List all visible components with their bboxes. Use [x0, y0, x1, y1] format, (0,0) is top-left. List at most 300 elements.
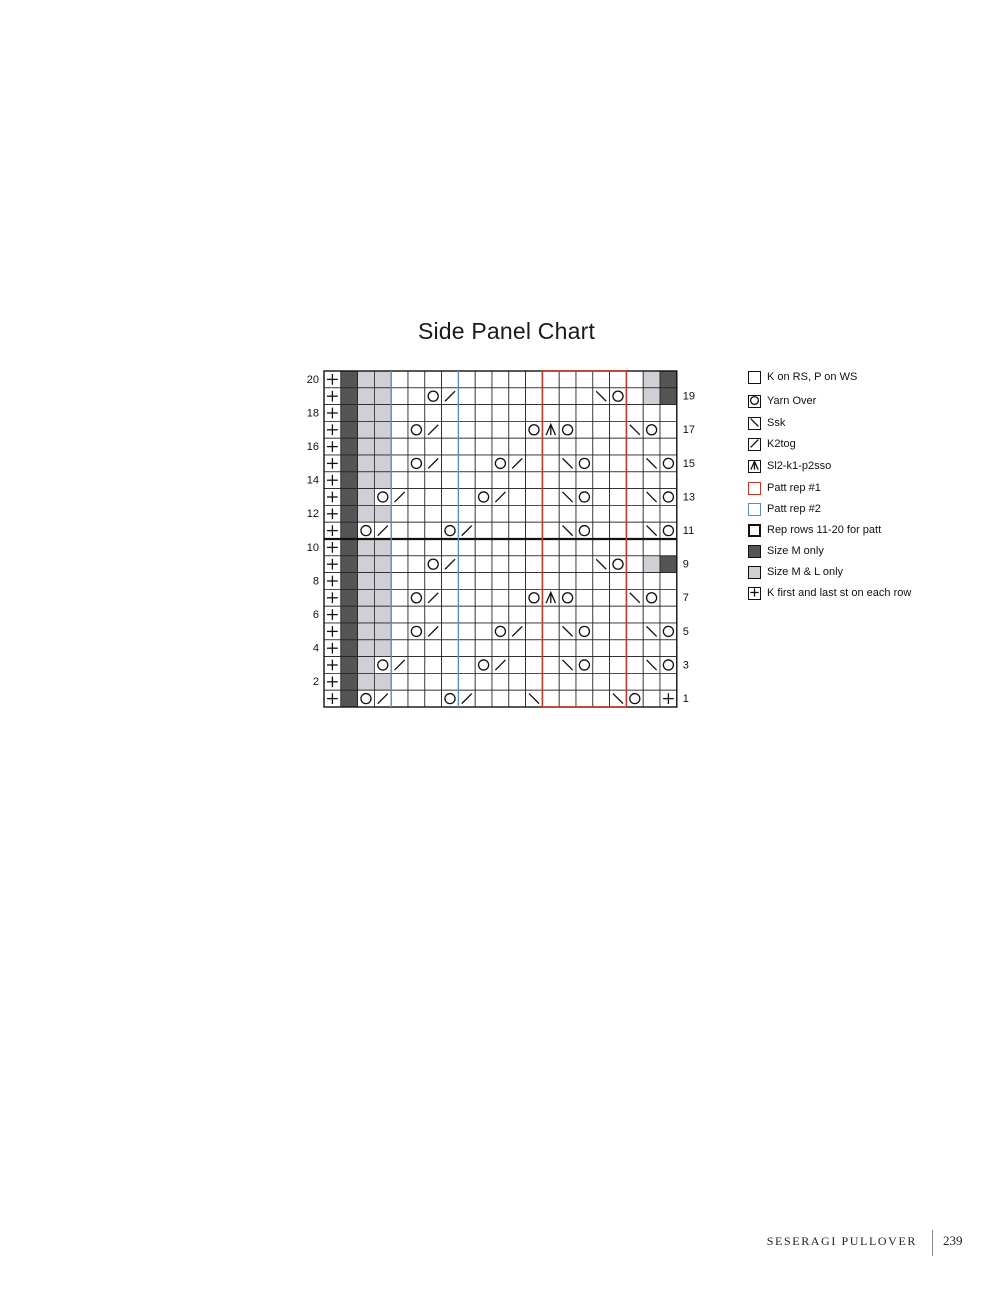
legend-item — [748, 522, 881, 538]
size-ml-cell — [374, 640, 391, 657]
chart-cell — [475, 589, 492, 606]
chart-cell — [542, 640, 559, 657]
size-m-cell — [341, 421, 358, 438]
chart-cell — [660, 522, 677, 539]
chart-cell — [526, 606, 543, 623]
row-number-right: 1 — [682, 692, 689, 705]
size-ml-cell — [358, 421, 375, 438]
legend-item — [748, 501, 821, 517]
chart-cell — [576, 623, 593, 640]
chart-cell — [542, 623, 559, 640]
chart-cell — [442, 606, 459, 623]
chart-cell — [509, 522, 526, 539]
chart-cell — [626, 505, 643, 522]
legend-label: Size M & L only — [767, 566, 844, 578]
legend-item — [748, 415, 785, 431]
rep-rows-icon — [748, 524, 761, 537]
chart-cell — [610, 455, 627, 472]
chart-cell — [542, 405, 559, 422]
chart-cell — [526, 371, 543, 388]
chart-cell — [576, 388, 593, 405]
chart-cell — [576, 606, 593, 623]
chart-cell — [559, 589, 576, 606]
chart-cell — [542, 606, 559, 623]
chart-cell — [610, 421, 627, 438]
row-number-right: 19 — [682, 390, 696, 403]
chart-cell — [626, 673, 643, 690]
size-ml-cell — [374, 405, 391, 422]
size-m-cell — [341, 673, 358, 690]
size-m-cell — [341, 589, 358, 606]
chart-cell — [559, 690, 576, 707]
chart-cell — [593, 589, 610, 606]
chart-cell — [425, 556, 442, 573]
chart-cell — [492, 640, 509, 657]
chart-cell — [576, 505, 593, 522]
chart-cell — [610, 640, 627, 657]
chart-cell — [442, 589, 459, 606]
size-ml-cell — [374, 539, 391, 556]
chart-cell — [442, 489, 459, 506]
chart-cell — [408, 573, 425, 590]
chart-cell — [643, 472, 660, 489]
chart-cell — [391, 640, 408, 657]
chart-cell — [458, 556, 475, 573]
chart-cell — [610, 606, 627, 623]
size-ml-cell — [358, 405, 375, 422]
chart-cell — [542, 673, 559, 690]
chart-cell — [374, 657, 391, 674]
chart-cell — [542, 472, 559, 489]
chart-cell — [509, 673, 526, 690]
chart-cell — [425, 690, 442, 707]
knit-blank-icon — [748, 371, 761, 384]
chart-cell — [526, 657, 543, 674]
chart-cell — [391, 690, 408, 707]
chart-cell — [442, 421, 459, 438]
chart-cell — [576, 640, 593, 657]
chart-cell — [526, 505, 543, 522]
size-ml-cell — [643, 556, 660, 573]
chart-cell — [526, 421, 543, 438]
chart-cell — [374, 489, 391, 506]
size-m-cell — [660, 371, 677, 388]
chart-cell — [576, 657, 593, 674]
row-number-right: 15 — [682, 457, 696, 470]
chart-cell — [408, 438, 425, 455]
size-ml-cell — [374, 505, 391, 522]
size-m-icon — [748, 545, 761, 558]
chart-cell — [458, 573, 475, 590]
legend-item — [748, 369, 857, 385]
chart-cell — [626, 573, 643, 590]
chart-cell — [542, 371, 559, 388]
chart-cell — [542, 657, 559, 674]
chart-cell — [610, 589, 627, 606]
chart-cell — [358, 522, 375, 539]
legend-label: Rep rows 11-20 for patt — [767, 524, 882, 536]
row-number-left: 10 — [306, 541, 319, 554]
size-m-cell — [341, 640, 358, 657]
chart-cell — [660, 421, 677, 438]
chart-cell — [509, 606, 526, 623]
chart-cell — [526, 455, 543, 472]
row-number-right: 7 — [682, 592, 689, 605]
chart-cell — [442, 438, 459, 455]
chart-cell — [559, 640, 576, 657]
chart-cell — [458, 388, 475, 405]
chart-cell — [408, 505, 425, 522]
chart-cell — [425, 438, 442, 455]
size-m-cell — [341, 472, 358, 489]
chart-cell — [542, 539, 559, 556]
chart-cell — [542, 438, 559, 455]
chart-cell — [559, 421, 576, 438]
footer-page-number: 239 — [943, 1233, 963, 1248]
chart-cell — [542, 690, 559, 707]
chart-cell — [660, 539, 677, 556]
chart-title: Side Panel Chart — [417, 318, 596, 344]
chart-cell — [509, 690, 526, 707]
chart-cell — [408, 640, 425, 657]
chart-cell — [626, 556, 643, 573]
legend-item — [748, 564, 843, 580]
chart-cell — [391, 438, 408, 455]
legend-item — [748, 458, 831, 474]
chart-cell — [458, 623, 475, 640]
chart-cell — [542, 489, 559, 506]
size-ml-cell — [358, 388, 375, 405]
size-ml-cell — [358, 489, 375, 506]
chart-cell — [442, 371, 459, 388]
size-ml-cell — [374, 606, 391, 623]
chart-cell — [593, 421, 610, 438]
chart-cell — [509, 505, 526, 522]
chart-cell — [475, 489, 492, 506]
row-number-left: 18 — [306, 407, 319, 420]
chart-cell — [610, 539, 627, 556]
chart-cell — [442, 640, 459, 657]
chart-cell — [660, 589, 677, 606]
legend-label: Sl2-k1-p2sso — [767, 460, 832, 472]
chart-cell — [660, 673, 677, 690]
chart-cell — [475, 690, 492, 707]
chart-cell — [610, 522, 627, 539]
chart-cell — [610, 573, 627, 590]
chart-cell — [442, 405, 459, 422]
size-ml-cell — [374, 371, 391, 388]
chart-cell — [593, 690, 610, 707]
yarn-over-symbol — [750, 397, 758, 405]
legend-label: K first and last st on each row — [767, 587, 912, 599]
chart-cell — [475, 421, 492, 438]
size-ml-cell — [643, 371, 660, 388]
chart-cell — [492, 505, 509, 522]
chart-cell — [425, 505, 442, 522]
chart-cell — [576, 556, 593, 573]
patt-rep-1-icon — [748, 482, 761, 495]
legend-label: Yarn Over — [767, 395, 817, 407]
chart-cell — [475, 388, 492, 405]
chart-cell — [492, 455, 509, 472]
chart-cell — [358, 690, 375, 707]
chart-cell — [475, 371, 492, 388]
chart-cell — [643, 539, 660, 556]
size-ml-cell — [358, 505, 375, 522]
chart-cell — [576, 421, 593, 438]
chart-cell — [576, 673, 593, 690]
chart-cell — [610, 438, 627, 455]
chart-cell — [643, 690, 660, 707]
chart-cell — [391, 539, 408, 556]
chart-cell — [475, 623, 492, 640]
chart-cell — [408, 472, 425, 489]
chart-cell — [458, 673, 475, 690]
chart-cell — [576, 573, 593, 590]
chart-cell — [660, 505, 677, 522]
chart-cell — [593, 455, 610, 472]
row-number-right: 3 — [682, 659, 689, 672]
chart-cell — [626, 405, 643, 422]
chart-cell — [492, 606, 509, 623]
chart-cell — [593, 539, 610, 556]
chart-cell — [391, 455, 408, 472]
size-m-cell — [341, 539, 358, 556]
chart-cell — [492, 690, 509, 707]
chart-cell — [626, 455, 643, 472]
chart-cell — [492, 573, 509, 590]
chart-cell — [576, 405, 593, 422]
chart-cell — [643, 573, 660, 590]
chart-cell — [425, 539, 442, 556]
chart-cell — [559, 673, 576, 690]
chart-cell — [593, 405, 610, 422]
size-ml-cell — [374, 573, 391, 590]
chart-cell — [458, 405, 475, 422]
chart-cell — [643, 405, 660, 422]
chart-cell — [509, 388, 526, 405]
chart-cell — [542, 455, 559, 472]
chart-cell — [391, 556, 408, 573]
chart-cell — [660, 657, 677, 674]
chart-cell — [576, 589, 593, 606]
chart-cell — [509, 472, 526, 489]
chart-cell — [425, 657, 442, 674]
chart-cell — [559, 371, 576, 388]
chart-cell — [509, 589, 526, 606]
size-ml-cell — [358, 589, 375, 606]
chart-cell — [475, 472, 492, 489]
footer-book-title: SESERAGI PULLOVER — [766, 1234, 917, 1248]
chart-cell — [643, 438, 660, 455]
chart-cell — [425, 472, 442, 489]
size-ml-cell — [358, 438, 375, 455]
chart-cell — [559, 505, 576, 522]
chart-cell — [492, 556, 509, 573]
chart-cell — [593, 489, 610, 506]
chart-cell — [475, 505, 492, 522]
chart-cell — [391, 573, 408, 590]
chart-cell — [458, 438, 475, 455]
chart-cell — [660, 405, 677, 422]
chart-cell — [576, 455, 593, 472]
chart-cell — [576, 690, 593, 707]
size-ml-cell — [374, 623, 391, 640]
legend-label: K2tog — [767, 438, 796, 450]
yarn-over-icon — [748, 395, 761, 408]
chart-cell — [660, 438, 677, 455]
chart-cell — [458, 657, 475, 674]
chart-cell — [475, 455, 492, 472]
chart-cell — [626, 371, 643, 388]
size-ml-cell — [358, 673, 375, 690]
chart-cell — [475, 405, 492, 422]
chart-cell — [492, 388, 509, 405]
chart-cell — [526, 388, 543, 405]
chart-cell — [626, 489, 643, 506]
row-number-right: 13 — [682, 491, 696, 504]
chart-cell — [492, 405, 509, 422]
chart-cell — [475, 556, 492, 573]
chart-cell — [593, 573, 610, 590]
patt-rep-2-icon — [748, 503, 761, 516]
knitting-chart-grid — [300, 365, 720, 725]
chart-cell — [576, 371, 593, 388]
chart-cell — [391, 472, 408, 489]
chart-cell — [610, 556, 627, 573]
chart-cell — [593, 472, 610, 489]
chart-cell — [391, 522, 408, 539]
size-ml-cell — [358, 623, 375, 640]
chart-cell — [610, 489, 627, 506]
chart-cell — [391, 673, 408, 690]
chart-cell — [509, 438, 526, 455]
chart-cell — [526, 556, 543, 573]
row-number-left: 14 — [306, 474, 319, 487]
chart-cell — [559, 556, 576, 573]
chart-cell — [458, 589, 475, 606]
edge-stitch-symbol — [750, 588, 758, 596]
edge-stitch-icon — [748, 587, 761, 600]
chart-cell — [626, 472, 643, 489]
size-ml-cell — [374, 421, 391, 438]
chart-cell — [626, 388, 643, 405]
chart-cell — [526, 438, 543, 455]
chart-cell — [626, 640, 643, 657]
size-ml-cell — [358, 657, 375, 674]
chart-cell — [576, 489, 593, 506]
chart-cell — [660, 472, 677, 489]
chart-cell — [475, 438, 492, 455]
chart-cell — [610, 472, 627, 489]
chart-cell — [660, 623, 677, 640]
chart-cell — [559, 405, 576, 422]
chart-cell — [526, 623, 543, 640]
chart-cell — [475, 539, 492, 556]
chart-cell — [559, 472, 576, 489]
chart-cell — [660, 455, 677, 472]
chart-cell — [408, 589, 425, 606]
chart-cell — [475, 522, 492, 539]
size-m-cell — [341, 690, 358, 707]
chart-cell — [559, 438, 576, 455]
legend-item — [748, 393, 816, 409]
chart-cell — [559, 539, 576, 556]
chart-cell — [391, 505, 408, 522]
chart-cell — [408, 405, 425, 422]
chart-cell — [643, 606, 660, 623]
chart-cell — [559, 606, 576, 623]
chart-cell — [492, 589, 509, 606]
chart-cell — [542, 388, 559, 405]
size-ml-cell — [374, 673, 391, 690]
chart-cell — [408, 657, 425, 674]
row-number-right: 5 — [682, 625, 689, 638]
chart-cell — [442, 455, 459, 472]
footer-divider — [932, 1230, 933, 1256]
chart-cell — [660, 573, 677, 590]
size-m-cell — [341, 371, 358, 388]
chart-cell — [593, 657, 610, 674]
chart-cell — [593, 640, 610, 657]
row-number-left: 4 — [312, 642, 319, 655]
chart-cell — [425, 573, 442, 590]
row-number-left: 2 — [312, 676, 319, 689]
chart-cell — [391, 421, 408, 438]
chart-cell — [408, 673, 425, 690]
chart-cell — [660, 489, 677, 506]
chart-cell — [442, 690, 459, 707]
chart-cell — [526, 573, 543, 590]
chart-cell — [425, 405, 442, 422]
legend-label: Patt rep #2 — [767, 503, 821, 515]
chart-cell — [526, 489, 543, 506]
chart-cell — [408, 556, 425, 573]
chart-cell — [425, 673, 442, 690]
chart-cell — [593, 623, 610, 640]
chart-cell — [660, 640, 677, 657]
legend-label: Size M only — [767, 545, 824, 557]
legend-item — [748, 543, 824, 559]
size-ml-cell — [374, 472, 391, 489]
chart-cell — [458, 539, 475, 556]
chart-cell — [526, 640, 543, 657]
chart-cell — [425, 606, 442, 623]
chart-cell — [408, 606, 425, 623]
chart-cell — [576, 438, 593, 455]
chart-cell — [576, 472, 593, 489]
chart-cell — [526, 589, 543, 606]
chart-cell — [408, 371, 425, 388]
chart-cell — [626, 539, 643, 556]
chart-cell — [458, 455, 475, 472]
chart-cell — [442, 573, 459, 590]
size-ml-icon — [748, 566, 761, 579]
chart-cell — [542, 522, 559, 539]
chart-cell — [408, 623, 425, 640]
chart-cell — [492, 438, 509, 455]
size-m-cell — [341, 455, 358, 472]
chart-cell — [442, 472, 459, 489]
chart-cell — [492, 371, 509, 388]
row-number-left: 12 — [306, 508, 319, 521]
size-ml-cell — [358, 640, 375, 657]
ssk-symbol — [750, 419, 758, 427]
chart-cell — [475, 657, 492, 674]
size-ml-cell — [358, 455, 375, 472]
chart-cell — [391, 606, 408, 623]
chart-cell — [475, 573, 492, 590]
